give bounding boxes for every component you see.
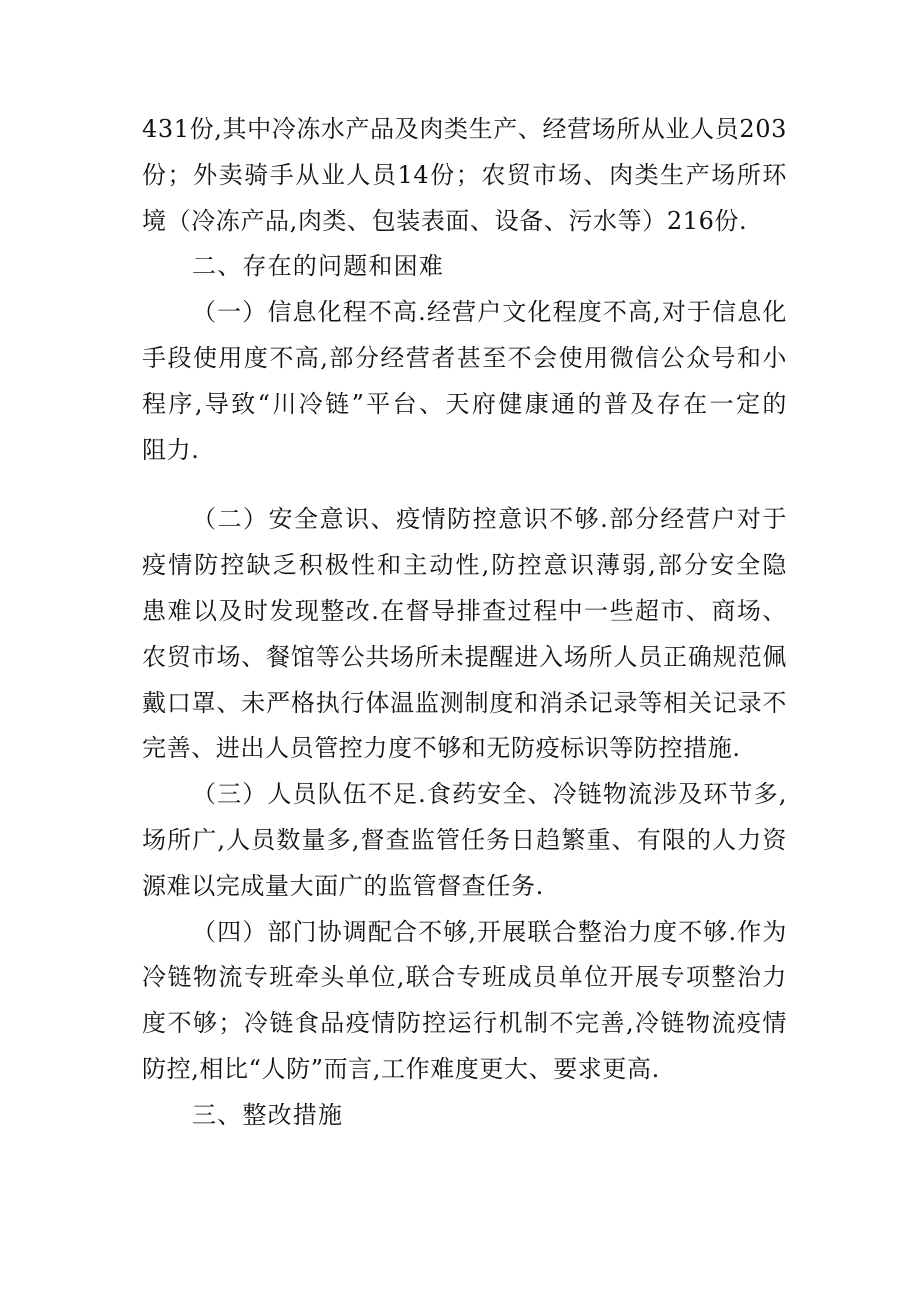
paragraph-line: 完善、进出人员管控力度不够和无防疫标识等防控措施. bbox=[142, 734, 741, 763]
paragraph-line: 源难以完成量大面广的监管督查任务. bbox=[142, 871, 544, 900]
paragraph-line: 度不够；冷链食品疫情防控运行机制不完善,冷链物流疫情 bbox=[142, 1009, 787, 1038]
section-heading-problems: 二、存在的问题和困难 bbox=[192, 252, 444, 281]
paragraph-line: 场所广,人员数量多,督查监管任务日趋繁重、有限的人力资 bbox=[142, 825, 787, 854]
document-body bbox=[142, 107, 787, 1139]
paragraph-line: （一）信息化程不高.经营户文化程度不高,对于信息化 bbox=[192, 298, 787, 327]
paragraph-line: 防控,相比“人防”而言,工作难度更大、要求更高. bbox=[142, 1054, 660, 1083]
paragraph-line: （四）部门协调配合不够,开展联合整治力度不够.作为 bbox=[192, 917, 787, 946]
paragraph-line: 疫情防控缺乏积极性和主动性,防控意识薄弱,部分安全隐 bbox=[142, 551, 787, 580]
paragraph-line: 境（冷冻产品,肉类、包装表面、设备、污水等）216份. bbox=[142, 206, 748, 235]
paragraph-line: 程序,导致“川冷链”平台、天府健康通的普及存在一定的 bbox=[142, 389, 787, 418]
paragraph-line: 冷链物流专班牵头单位,联合专班成员单位开展专项整治力 bbox=[142, 963, 787, 992]
paragraph-line: 431份,其中冷冻水产品及肉类生产、经营场所从业人员203 bbox=[142, 115, 787, 143]
section-heading-measures: 三、整改措施 bbox=[192, 1100, 344, 1129]
paragraph-line: （二）安全意识、疫情防控意识不够.部分经营户对于 bbox=[192, 505, 787, 534]
paragraph-line: 阻力. bbox=[142, 435, 200, 464]
paragraph-line: 农贸市场、餐馆等公共场所未提醒进入场所人员正确规范佩 bbox=[142, 642, 787, 671]
paragraph-line: 份；外卖骑手从业人员14份；农贸市场、肉类生产场所环 bbox=[142, 160, 787, 189]
paragraph-line: 戴口罩、未严格执行体温监测制度和消杀记录等相关记录不 bbox=[142, 688, 787, 717]
paragraph-line: （三）人员队伍不足.食药安全、冷链物流涉及环节多, bbox=[192, 780, 787, 809]
paragraph-line: 手段使用度不高,部分经营者甚至不会使用微信公众号和小 bbox=[142, 343, 787, 372]
paragraph-line: 患难以及时发现整改.在督导排查过程中一些超市、商场、 bbox=[142, 596, 787, 625]
